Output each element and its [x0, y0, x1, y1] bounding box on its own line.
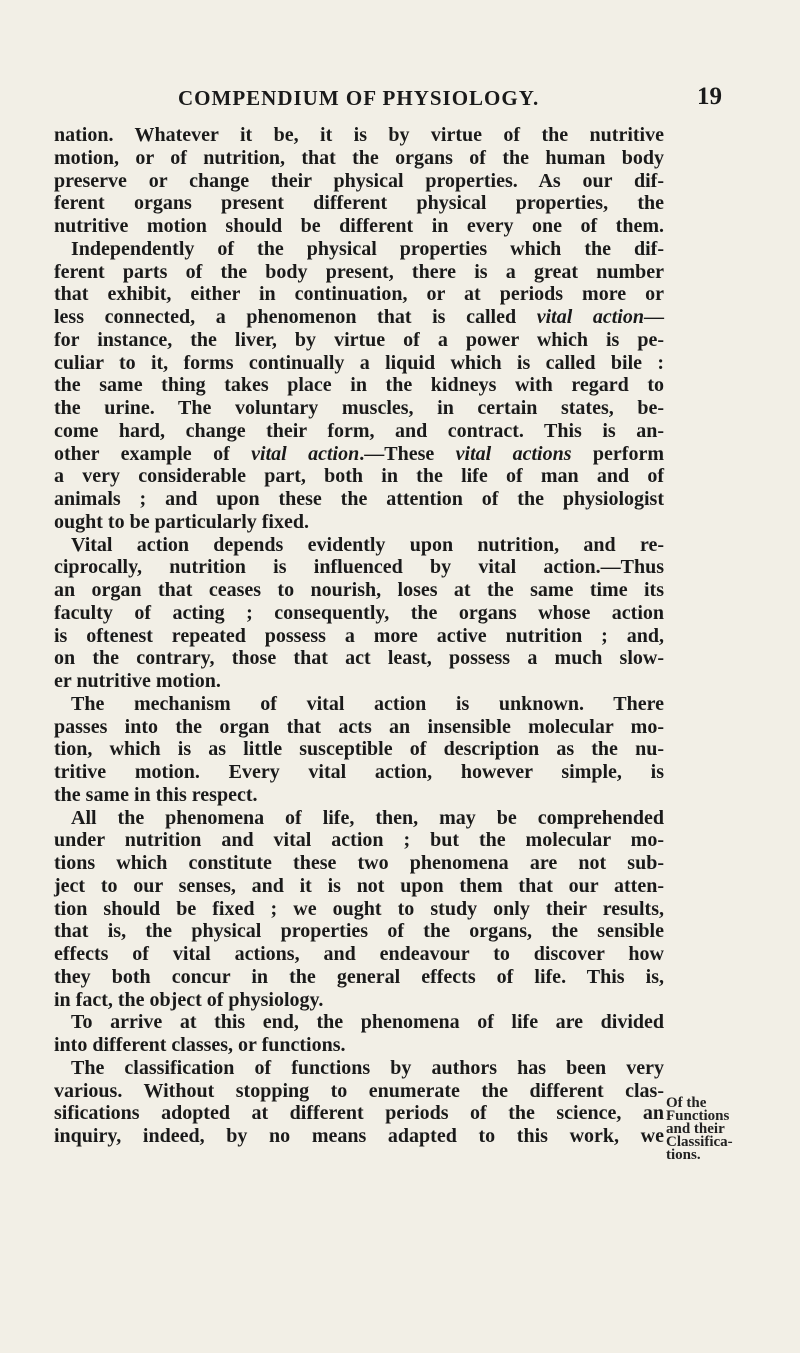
- line-text: Independently of the physical properties which the dif-: [71, 237, 664, 260]
- text-line: [54, 579, 664, 602]
- text-line: [54, 238, 664, 261]
- margin-note-line: Of the: [666, 1095, 707, 1111]
- text-line: [54, 420, 664, 443]
- text-line: [54, 556, 664, 579]
- line-text: nation. Whatever it be, it is by virtue of the nutritive: [54, 124, 664, 146]
- text-line: [54, 534, 664, 557]
- line-text: .—These: [359, 442, 456, 465]
- text-line: [54, 124, 664, 147]
- line-text: a very considerable part, both in the life of man and of: [54, 465, 664, 488]
- text-line: [54, 829, 664, 852]
- text-line: [54, 920, 664, 943]
- text-line: [54, 807, 664, 830]
- text-line: [54, 1034, 664, 1057]
- line-text: effects of vital actions, and endeavour to discover how: [54, 943, 664, 965]
- text-line: [54, 192, 664, 215]
- text-line: [54, 329, 664, 352]
- line-text: sifications adopted at different periods of the science, an: [54, 1102, 664, 1125]
- text-line: [54, 306, 664, 329]
- text-line: [54, 852, 664, 875]
- text-line: [54, 647, 664, 670]
- line-text: ought to be particularly fixed.: [54, 510, 309, 533]
- text-line: [54, 1125, 664, 1148]
- line-text: inquiry, indeed, by no means adapted to this work, we: [54, 1125, 664, 1147]
- line-text: into different classes, or functions.: [54, 1034, 346, 1056]
- running-head: COMPENDIUM OF PHYSIOLOGY.: [178, 86, 540, 110]
- line-text: in fact, the object of physiology.: [54, 988, 324, 1011]
- text-line: [54, 738, 664, 761]
- text-line: [54, 261, 664, 284]
- margin-note-line: and their: [666, 1121, 725, 1137]
- line-text: various. Without stopping to enumerate the different clas-: [54, 1079, 664, 1102]
- text-line: [54, 352, 664, 375]
- line-text: The mechanism of vital action is unknown. There: [71, 692, 664, 715]
- line-text: perform: [571, 442, 664, 465]
- text-line: [54, 465, 664, 488]
- line-text: All the phenomena of life, then, may be comprehended: [71, 806, 664, 829]
- line-text: ferent organs present different physical properties, the: [54, 192, 664, 215]
- line-text: the same in this respect.: [54, 783, 258, 806]
- text-line: [54, 511, 664, 534]
- text-line: [54, 966, 664, 989]
- text-line: [54, 1080, 664, 1103]
- line-text: on the contrary, those that act least, possess a much slow-: [54, 647, 664, 670]
- text-line: [54, 716, 664, 739]
- line-text: passes into the organ that acts an insensible molecular mo-: [54, 715, 664, 738]
- text-line: [54, 761, 664, 784]
- line-text: less connected, a phenomenon that is called: [54, 306, 537, 328]
- text-line: [54, 443, 664, 466]
- line-text: The classification of functions by authors has been very: [71, 1056, 664, 1079]
- text-line: [54, 1057, 664, 1080]
- line-text: motion, or of nutrition, that the organs of the human body: [54, 146, 664, 169]
- line-text: under nutrition and vital action ; but the molecular mo-: [54, 829, 664, 852]
- line-text: tritive motion. Every vital action, however simple, is: [54, 761, 664, 783]
- margin-note-line: Classifica-: [666, 1134, 733, 1150]
- margin-note-line: tions.: [666, 1147, 701, 1163]
- text-line: [54, 943, 664, 966]
- margin-note-line: Functions: [666, 1108, 730, 1124]
- italic-phrase: vital actions: [455, 442, 572, 465]
- line-text: come hard, change their form, and contract. This is an-: [54, 419, 664, 442]
- line-text: faculty of acting ; consequently, the organs whose action: [54, 601, 664, 624]
- line-text: ciprocally, nutrition is influenced by vital action.—Thus: [54, 556, 664, 579]
- line-text: nutritive motion should be different in every one of them.: [54, 215, 664, 237]
- text-line: [54, 488, 664, 511]
- line-text: the urine. The voluntary muscles, in certain states, be-: [54, 397, 664, 419]
- text-line: [54, 898, 664, 921]
- line-text: er nutritive motion.: [54, 670, 221, 692]
- text-line: [54, 283, 664, 306]
- text-line: [54, 374, 664, 397]
- line-text: —: [644, 306, 664, 328]
- line-text: an organ that ceases to nourish, loses at the same time its: [54, 579, 664, 601]
- line-text: for instance, the liver, by virtue of a power which is pe-: [54, 328, 664, 351]
- text-line: [54, 1102, 664, 1125]
- text-line: [54, 625, 664, 648]
- text-line: [54, 989, 664, 1012]
- text-line: [54, 693, 664, 716]
- line-text: the same thing takes place in the kidneys with regard to: [54, 374, 664, 397]
- line-text: ferent parts of the body present, there is a great number: [54, 260, 664, 283]
- line-text: To arrive at this end, the phenomena of life are divided: [71, 1011, 664, 1034]
- italic-phrase: vital action: [251, 442, 360, 465]
- text-line: [54, 397, 664, 420]
- line-text: preserve or change their physical properties. As our dif-: [54, 169, 664, 192]
- line-text: tions which constitute these two phenomena are not sub-: [54, 852, 664, 874]
- line-text: they both concur in the general effects of life. This is,: [54, 965, 664, 988]
- line-text: that exhibit, either in continuation, or at periods more or: [54, 283, 664, 306]
- text-line: [54, 670, 664, 693]
- line-text: animals ; and upon these the attention of the physiologist: [54, 488, 664, 510]
- italic-phrase: vital action: [536, 306, 644, 328]
- text-line: [54, 1011, 664, 1034]
- text-line: [54, 784, 664, 807]
- page-number: 19: [697, 83, 722, 110]
- line-text: tion, which is as little susceptible of description as the nu-: [54, 738, 664, 761]
- line-text: is oftenest repeated possess a more active nutrition ; and,: [54, 624, 664, 647]
- line-text: tion should be fixed ; we ought to study only their results,: [54, 897, 664, 920]
- line-text: that is, the physical properties of the organs, the sensible: [54, 920, 664, 943]
- line-text: Vital action depends evidently upon nutrition, and re-: [71, 533, 664, 556]
- text-line: [54, 147, 664, 170]
- line-text: culiar to it, forms continually a liquid which is called bile :: [54, 351, 664, 374]
- line-text: other example of: [54, 442, 252, 465]
- text-line: [54, 602, 664, 625]
- body-text: [54, 124, 664, 1148]
- margin-note: [666, 1097, 800, 1162]
- line-text: ject to our senses, and it is not upon them that our atten-: [54, 874, 664, 897]
- text-line: [54, 170, 664, 193]
- text-line: [54, 215, 664, 238]
- text-line: [54, 875, 664, 898]
